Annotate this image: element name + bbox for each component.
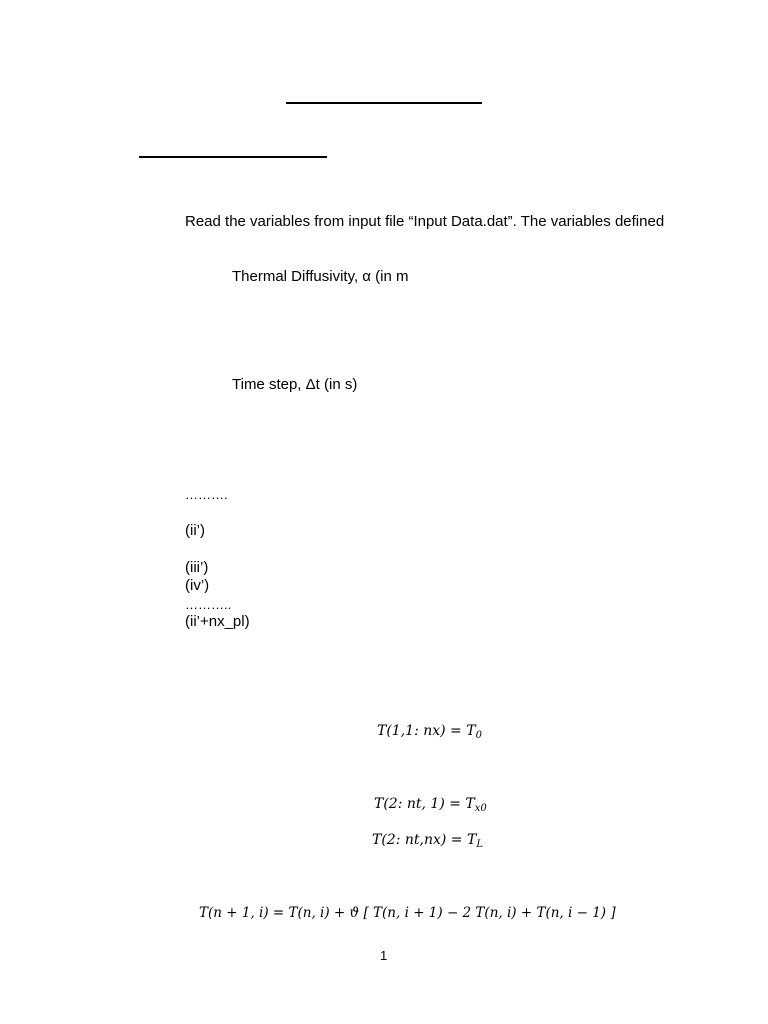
title-underline: [286, 102, 482, 104]
initial-condition-subscript: 0: [475, 730, 482, 741]
right-boundary-lhs: T(2: nt,nx) = T: [372, 832, 477, 848]
initial-condition-equation: [377, 722, 482, 745]
section-heading-underline: [139, 156, 327, 158]
ellipsis-2: ………..: [185, 597, 232, 612]
left-boundary-lhs: T(2: nt, 1) = T: [374, 796, 475, 812]
list-item-last: (ii’+nx_pl): [185, 613, 250, 630]
initial-condition-lhs: T(1,1: nx) = T: [377, 723, 476, 739]
intro-text: Read the variables from input file “Input Data.dat”. The variables defined: [185, 213, 665, 230]
list-item-ii: (ii’): [185, 522, 205, 539]
ellipsis-1: ……….: [185, 487, 228, 502]
right-boundary-subscript: L: [476, 839, 483, 850]
right-boundary-equation: [372, 831, 483, 854]
thermal-diffusivity-text: Thermal Diffusivity, α (in m: [232, 268, 409, 285]
page-number: 1: [380, 948, 388, 963]
list-item-iv: (iv’): [185, 577, 210, 594]
update-equation: T(n + 1, i) = T(n, i) + ϑ [ T(n, i + 1) − 2 T(n, i) + T(n, i − 1) ]: [199, 905, 616, 921]
time-step-text: Time step, Δt (in s): [232, 376, 358, 393]
left-boundary-subscript: x0: [474, 803, 487, 814]
left-boundary-equation: [374, 795, 487, 818]
list-item-iii: (iii’): [185, 559, 209, 576]
